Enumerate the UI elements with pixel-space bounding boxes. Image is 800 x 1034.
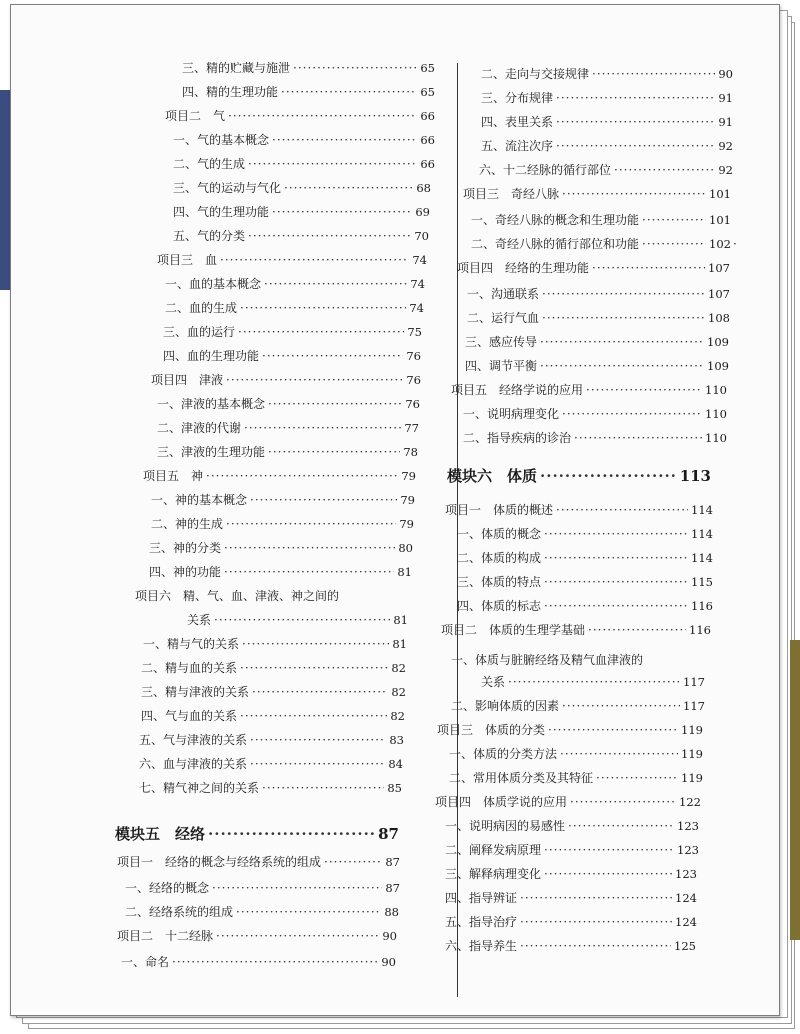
entry-title: 四、精的生理功能 [182, 85, 279, 99]
toc-item-entry[interactable] [141, 707, 405, 727]
toc-item-entry[interactable] [151, 491, 415, 511]
dot-leader [216, 929, 379, 943]
entry-title: 一、奇经八脉的概念和生理功能 [471, 213, 640, 227]
page-number: 88 [384, 905, 399, 919]
toc-item-entry[interactable] [139, 731, 404, 751]
entry-title: 项目五 神 [143, 469, 204, 483]
dot-leader [250, 757, 385, 771]
entry-title: 项目二 气 [165, 109, 226, 123]
page-number: 114 [691, 551, 713, 565]
entry-title: 项目三 体质的分类 [437, 723, 546, 737]
toc-project-entry[interactable] [157, 251, 427, 271]
toc-item-entry[interactable] [163, 323, 422, 343]
dot-leader [206, 469, 398, 483]
page-number: 82 [390, 709, 405, 723]
toc-item-entry[interactable] [149, 563, 412, 583]
dot-leader [548, 723, 678, 737]
page-number: 85 [387, 781, 402, 795]
dot-leader [556, 115, 715, 129]
dot-leader [284, 181, 413, 195]
dot-leader [540, 335, 704, 349]
dot-leader [544, 527, 688, 541]
entry-title: 一、经络的概念 [125, 881, 210, 895]
entry-title: 一、血的基本概念 [165, 277, 262, 291]
module-heading[interactable] [115, 823, 399, 849]
page-number: 76 [406, 349, 421, 363]
entry-title: 一、气的基本概念 [173, 133, 270, 147]
toc-item-entry[interactable] [125, 879, 400, 899]
page-number: 113 [679, 467, 711, 485]
dot-leader [556, 139, 715, 153]
page-number: 69 [415, 205, 430, 219]
entry-title: 四、气的生理功能 [173, 205, 270, 219]
toc-project-entry[interactable] [117, 853, 400, 873]
toc-project-entry[interactable] [457, 259, 730, 279]
page-number: 83 [389, 733, 404, 747]
toc-item-entry[interactable] [451, 697, 705, 717]
toc-item-entry[interactable] [457, 573, 713, 593]
toc-entry-continuation[interactable] [187, 611, 408, 631]
dot-leader [172, 955, 378, 969]
dot-leader [568, 819, 674, 833]
entry-title: 六、十二经脉的循行部位 [479, 163, 612, 177]
toc-item-entry[interactable] [465, 357, 729, 377]
page-number: 119 [681, 747, 703, 761]
toc-project-entry[interactable] [445, 501, 713, 521]
dot-leader [281, 85, 417, 99]
dot-leader [272, 133, 417, 147]
entry-title: 一、命名 [121, 955, 170, 969]
entry-title: 四、表里关系 [481, 115, 554, 129]
page-number: 114 [691, 503, 713, 517]
dot-leader [544, 867, 672, 881]
toc-item-entry[interactable] [149, 539, 413, 559]
dot-leader [240, 301, 406, 315]
dot-leader [588, 623, 686, 637]
entry-title: 项目四 经络的生理功能 [457, 261, 590, 275]
entry-title: 三、神的分类 [149, 541, 222, 555]
toc-item-entry[interactable] [451, 651, 671, 671]
entry-title: 三、体质的特点 [457, 575, 542, 589]
scan-speck: · [733, 237, 737, 251]
toc-item-entry[interactable] [463, 429, 727, 449]
entry-title: 二、血的生成 [165, 301, 238, 315]
dot-leader [293, 61, 417, 75]
entry-title: 一、精与气的关系 [143, 637, 240, 651]
page-number: 70 [414, 229, 429, 243]
page-number: 79 [399, 517, 414, 531]
page-number: 117 [683, 675, 705, 689]
dot-leader [262, 781, 384, 795]
entry-title: 六、指导养生 [445, 939, 518, 953]
toc-item-entry[interactable] [151, 515, 414, 535]
dot-leader [544, 575, 688, 589]
dot-leader [244, 421, 401, 435]
dot-leader [540, 467, 677, 485]
dot-leader [586, 383, 702, 397]
page-number: 110 [705, 407, 727, 421]
entry-title: 二、气的生成 [173, 157, 246, 171]
toc-item-entry[interactable] [471, 211, 731, 231]
page-number: 68 [416, 181, 431, 195]
page-number: 79 [400, 493, 415, 507]
entry-title: 四、体质的标志 [457, 599, 542, 613]
page-number: 77 [404, 421, 419, 435]
toc-item-entry[interactable] [481, 65, 733, 85]
toc-item-entry[interactable] [481, 89, 733, 109]
book-edge-blue [0, 90, 10, 290]
page-number: 91 [718, 115, 733, 129]
module-heading[interactable] [447, 465, 711, 491]
toc-item-entry[interactable] [157, 419, 419, 439]
toc-project-entry[interactable] [441, 621, 711, 641]
toc-project-entry[interactable] [117, 927, 397, 947]
page-number: 74 [409, 301, 424, 315]
toc-item-entry[interactable] [467, 309, 730, 329]
dot-leader [264, 277, 407, 291]
page-number: 110 [705, 431, 727, 445]
dot-leader [542, 311, 705, 325]
dot-leader [642, 213, 706, 227]
module-title: 模块五 经络 [115, 825, 206, 843]
entry-title: 二、阐释发病原理 [445, 843, 542, 857]
page-number: 123 [675, 867, 697, 881]
dot-leader [324, 855, 382, 869]
module-title: 模块六 体质 [447, 467, 538, 485]
entry-title: 三、解释病理变化 [445, 867, 542, 881]
page-number: 81 [392, 637, 407, 651]
dot-leader [268, 445, 400, 459]
toc-item-entry[interactable] [139, 755, 403, 775]
page-number: 81 [393, 613, 408, 627]
dot-leader [240, 661, 388, 675]
toc-item-entry[interactable] [471, 235, 731, 255]
page-number: 87 [385, 881, 400, 895]
dot-leader [226, 373, 403, 387]
toc-project-entry[interactable] [135, 587, 399, 607]
toc-item-entry[interactable] [457, 549, 713, 569]
dot-leader [226, 517, 396, 531]
entry-title: 项目一 体质的概述 [445, 503, 554, 517]
toc-item-entry[interactable] [141, 659, 406, 679]
entry-title: 关系 [187, 613, 212, 627]
entry-title: 三、血的运行 [163, 325, 236, 339]
toc-item-entry[interactable] [449, 745, 703, 765]
page-number: 90 [382, 929, 397, 943]
entry-title: 二、奇经八脉的循行部位和功能 [471, 237, 640, 251]
toc-page [10, 4, 780, 1016]
page-number: 101 [709, 213, 731, 227]
page-number: 90 [718, 67, 733, 81]
entry-title: 六、血与津液的关系 [139, 757, 248, 771]
page-number: 82 [391, 685, 406, 699]
page-number: 66 [420, 109, 435, 123]
entry-title: 二、走向与交接规律 [481, 67, 590, 81]
entry-title: 四、神的功能 [149, 565, 222, 579]
dot-leader [236, 905, 381, 919]
page-number: 65 [420, 61, 435, 75]
toc-item-entry[interactable] [467, 285, 730, 305]
dot-leader [544, 599, 688, 613]
entry-title: 七、精气神之间的关系 [139, 781, 260, 795]
page-number: 80 [398, 541, 413, 555]
entry-title: 二、经络系统的组成 [125, 905, 234, 919]
dot-leader [240, 709, 387, 723]
page-number: 123 [677, 819, 699, 833]
toc-item-entry[interactable] [445, 889, 697, 909]
toc-item-entry[interactable] [165, 275, 425, 295]
entry-title: 项目五 经络学说的应用 [451, 383, 584, 397]
toc-item-entry[interactable] [463, 405, 727, 425]
entry-title: 三、分布规律 [481, 91, 554, 105]
dot-leader [228, 109, 417, 123]
page-number: 82 [391, 661, 406, 675]
dot-leader [592, 67, 715, 81]
dot-leader [614, 163, 715, 177]
page-number: 115 [691, 575, 713, 589]
toc-project-entry[interactable] [435, 793, 701, 813]
toc-item-entry[interactable] [445, 841, 699, 861]
entry-title: 二、指导疾病的诊治 [463, 431, 572, 445]
entry-title: 五、流注次序 [481, 139, 554, 153]
toc-item-entry[interactable] [173, 203, 430, 223]
page-number: 76 [406, 373, 421, 387]
entry-title: 二、影响体质的因素 [451, 699, 560, 713]
page-number: 109 [707, 359, 729, 373]
entry-title: 二、常用体质分类及其特征 [449, 771, 594, 785]
page-number: 109 [707, 335, 729, 349]
toc-item-entry[interactable] [173, 131, 435, 151]
dot-leader [242, 637, 389, 651]
dot-leader [224, 565, 394, 579]
dot-leader [208, 825, 375, 843]
dot-leader [214, 613, 390, 627]
book-edge-olive [790, 640, 800, 940]
page-number: 110 [705, 383, 727, 397]
dot-leader [562, 407, 702, 421]
entry-title: 项目二 体质的生理学基础 [441, 623, 586, 637]
toc-item-entry[interactable] [445, 913, 697, 933]
dot-leader [262, 349, 403, 363]
page-number: 81 [397, 565, 412, 579]
entry-title: 一、说明病理变化 [463, 407, 560, 421]
dot-leader [508, 675, 680, 689]
toc-item-entry[interactable] [445, 937, 696, 957]
toc-item-entry[interactable] [481, 137, 733, 157]
dot-leader [272, 205, 412, 219]
toc-entry-continuation[interactable] [481, 673, 705, 693]
entry-title: 五、指导治疗 [445, 915, 518, 929]
toc-item-entry[interactable] [173, 155, 435, 175]
page-number: 119 [681, 771, 703, 785]
entry-title: 二、津液的代谢 [157, 421, 242, 435]
dot-leader [562, 187, 706, 201]
page-number: 123 [677, 843, 699, 857]
dot-leader [212, 881, 382, 895]
page-number: 92 [718, 139, 733, 153]
page-number: 78 [403, 445, 418, 459]
dot-leader [252, 685, 388, 699]
dot-leader [250, 733, 386, 747]
entry-title: 三、气的运动与气化 [173, 181, 282, 195]
dot-leader [542, 287, 705, 301]
entry-title: 四、血的生理功能 [163, 349, 260, 363]
entry-title: 三、精与津液的关系 [141, 685, 250, 699]
toc-project-entry[interactable] [143, 467, 416, 487]
entry-title: 四、指导辨证 [445, 891, 518, 905]
entry-title: 一、说明病因的易感性 [445, 819, 566, 833]
toc-item-entry[interactable] [173, 227, 429, 247]
toc-item-entry[interactable] [445, 865, 697, 885]
page-number: 66 [420, 157, 435, 171]
page-number: 91 [718, 91, 733, 105]
toc-item-entry[interactable] [479, 161, 733, 181]
entry-title: 项目六 精、气、血、津液、神之间的 [135, 589, 340, 603]
page-number: 79 [401, 469, 416, 483]
dot-leader [562, 699, 680, 713]
entry-title: 四、调节平衡 [465, 359, 538, 373]
page-number: 108 [708, 311, 730, 325]
dot-leader [520, 939, 671, 953]
toc-project-entry[interactable] [437, 721, 703, 741]
dot-leader [224, 541, 395, 555]
entry-title: 一、津液的基本概念 [157, 397, 266, 411]
entry-title: 四、气与血的关系 [141, 709, 238, 723]
dot-leader [544, 843, 674, 857]
toc-item-entry[interactable] [449, 769, 703, 789]
dot-leader [592, 261, 705, 275]
entry-title: 项目一 经络的概念与经络系统的组成 [117, 855, 322, 869]
page-number: 124 [675, 891, 697, 905]
entry-title: 二、精与血的关系 [141, 661, 238, 675]
page-number: 125 [674, 939, 696, 953]
toc-project-entry[interactable] [151, 371, 421, 391]
dot-leader [220, 253, 409, 267]
entry-title: 项目三 血 [157, 253, 218, 267]
dot-leader [540, 359, 704, 373]
page-number: 76 [405, 397, 420, 411]
entry-title: 三、津液的生理功能 [157, 445, 266, 459]
page-number: 107 [708, 261, 730, 275]
page-number: 65 [420, 85, 435, 99]
page-number: 119 [681, 723, 703, 737]
page-number: 87 [378, 825, 399, 843]
entry-title: 五、气的分类 [173, 229, 246, 243]
page-number: 102 [709, 237, 731, 251]
toc-project-entry[interactable] [463, 185, 731, 205]
dot-leader [556, 503, 688, 517]
entry-title: 二、神的生成 [151, 517, 224, 531]
toc-item-entry[interactable] [173, 179, 431, 199]
toc-item-entry[interactable] [445, 817, 699, 837]
entry-title: 二、运行气血 [467, 311, 540, 325]
toc-project-entry[interactable] [451, 381, 727, 401]
toc-item-entry[interactable] [182, 83, 435, 103]
entry-title: 一、体质的分类方法 [449, 747, 558, 761]
page-number: 116 [691, 599, 713, 613]
page-number: 74 [412, 253, 427, 267]
entry-title: 五、气与津液的关系 [139, 733, 248, 747]
dot-leader [248, 229, 411, 243]
toc-item-entry[interactable] [481, 113, 733, 133]
entry-title: 一、体质的概念 [457, 527, 542, 541]
page-number: 101 [709, 187, 731, 201]
entry-title: 项目三 奇经八脉 [463, 187, 560, 201]
page-number: 87 [385, 855, 400, 869]
toc-item-entry[interactable] [139, 779, 402, 799]
dot-leader [520, 891, 672, 905]
dot-leader [642, 237, 706, 251]
dot-leader [544, 551, 688, 565]
toc-project-entry[interactable] [165, 107, 435, 127]
dot-leader [574, 431, 702, 445]
toc-item-entry[interactable] [163, 347, 421, 367]
toc-item-entry[interactable] [121, 953, 396, 973]
page-number: 92 [718, 163, 733, 177]
toc-item-entry[interactable] [143, 635, 407, 655]
dot-leader [556, 91, 715, 105]
entry-title: 一、沟通联系 [467, 287, 540, 301]
page-number: 66 [420, 133, 435, 147]
dot-leader [570, 795, 676, 809]
entry-title: 一、体质与脏腑经络及精气血津液的 [451, 653, 644, 667]
page-number: 116 [689, 623, 711, 637]
page-number: 117 [683, 699, 705, 713]
dot-leader [248, 157, 417, 171]
dot-leader [238, 325, 404, 339]
entry-title: 二、体质的构成 [457, 551, 542, 565]
toc-item-entry[interactable] [141, 683, 406, 703]
dot-leader [250, 493, 397, 507]
entry-title: 项目四 津液 [151, 373, 224, 387]
toc-item-entry[interactable] [125, 903, 399, 923]
entry-title: 项目二 十二经脉 [117, 929, 214, 943]
dot-leader [560, 747, 678, 761]
page-number: 75 [407, 325, 422, 339]
dot-leader [268, 397, 402, 411]
dot-leader [596, 771, 678, 785]
toc-item-entry[interactable] [465, 333, 729, 353]
page-number: 90 [381, 955, 396, 969]
entry-title: 项目四 体质学说的应用 [435, 795, 568, 809]
page-number: 84 [388, 757, 403, 771]
page-number: 74 [410, 277, 425, 291]
entry-title: 三、感应传导 [465, 335, 538, 349]
toc-item-entry[interactable] [182, 59, 435, 79]
dot-leader [520, 915, 672, 929]
toc-item-entry[interactable] [157, 443, 418, 463]
toc-item-entry[interactable] [457, 525, 713, 545]
page-number: 114 [691, 527, 713, 541]
toc-item-entry[interactable] [165, 299, 424, 319]
page-number: 124 [675, 915, 697, 929]
toc-item-entry[interactable] [457, 597, 713, 617]
entry-title: 一、神的基本概念 [151, 493, 248, 507]
toc-item-entry[interactable] [157, 395, 420, 415]
page-number: 122 [679, 795, 701, 809]
page-number: 107 [708, 287, 730, 301]
entry-title: 三、精的贮藏与施泄 [182, 61, 291, 75]
entry-title: 关系 [481, 675, 506, 689]
